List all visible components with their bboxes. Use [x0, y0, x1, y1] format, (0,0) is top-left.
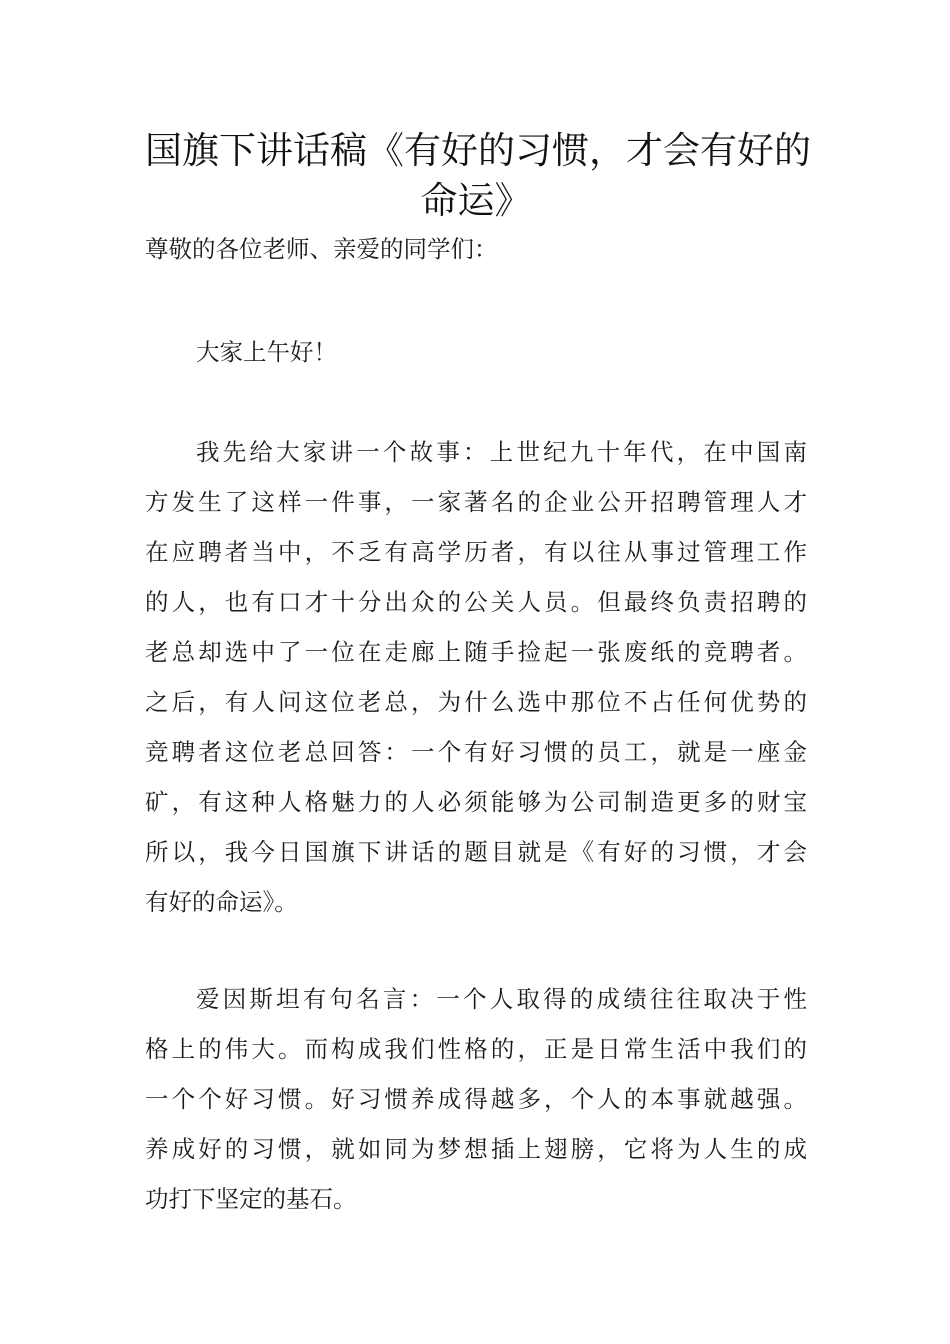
paragraph-line: 所以，我今日国旗下讲话的题目就是《有好的习惯，才会 [145, 838, 807, 866]
title-line: 国旗下讲话稿《有好的习惯，才会有好的 [145, 129, 811, 172]
paragraph-einstein [145, 974, 807, 1224]
paragraph-line: 方发生了这样一件事，一家著名的企业公开招聘管理人才 [145, 488, 807, 516]
paragraph-line: 格上的伟大。而构成我们性格的，正是日常生活中我们的 [145, 1035, 807, 1063]
salutation-text: 尊敬的各位老师、亲爱的同学们： [145, 235, 498, 263]
paragraph-line: 矿，有这种人格魅力的人必须能够为公司制造更多的财宝 [145, 788, 807, 816]
paragraph-line: 在应聘者当中，不乏有高学历者，有以往从事过管理工作 [145, 538, 807, 566]
paragraph-line: 有好的命运》。 [145, 888, 298, 916]
paragraph-line: 老总却选中了一位在走廊上随手捡起一张废纸的竞聘者。 [145, 638, 807, 666]
paragraph-line: 的人，也有口才十分出众的公关人员。但最终负责招聘的 [145, 588, 807, 616]
salutation [145, 224, 807, 274]
paragraph-line: 我先给大家讲一个故事：上世纪九十年代，在中国南 [196, 438, 807, 466]
greeting [145, 327, 807, 377]
greeting-text: 大家上午好！ [196, 338, 337, 366]
paragraph-line: 养成好的习惯，就如同为梦想插上翅膀，它将为人生的成 [145, 1135, 807, 1163]
paragraph-line: 之后，有人问这位老总，为什么选中那位不占任何优势的 [145, 688, 807, 716]
paragraph-line: 一个个好习惯。好习惯养成得越多，个人的本事就越强。 [145, 1085, 807, 1113]
paragraph-line: 功打下坚定的基石。 [145, 1185, 357, 1213]
document-title [145, 126, 811, 226]
title-line: 命运》 [420, 179, 532, 222]
paragraph-story [145, 427, 807, 927]
paragraph-line: 竞聘者这位老总回答：一个有好习惯的员工，就是一座金 [145, 738, 807, 766]
paragraph-line: 爱因斯坦有句名言：一个人取得的成绩往往取决于性 [196, 985, 807, 1013]
